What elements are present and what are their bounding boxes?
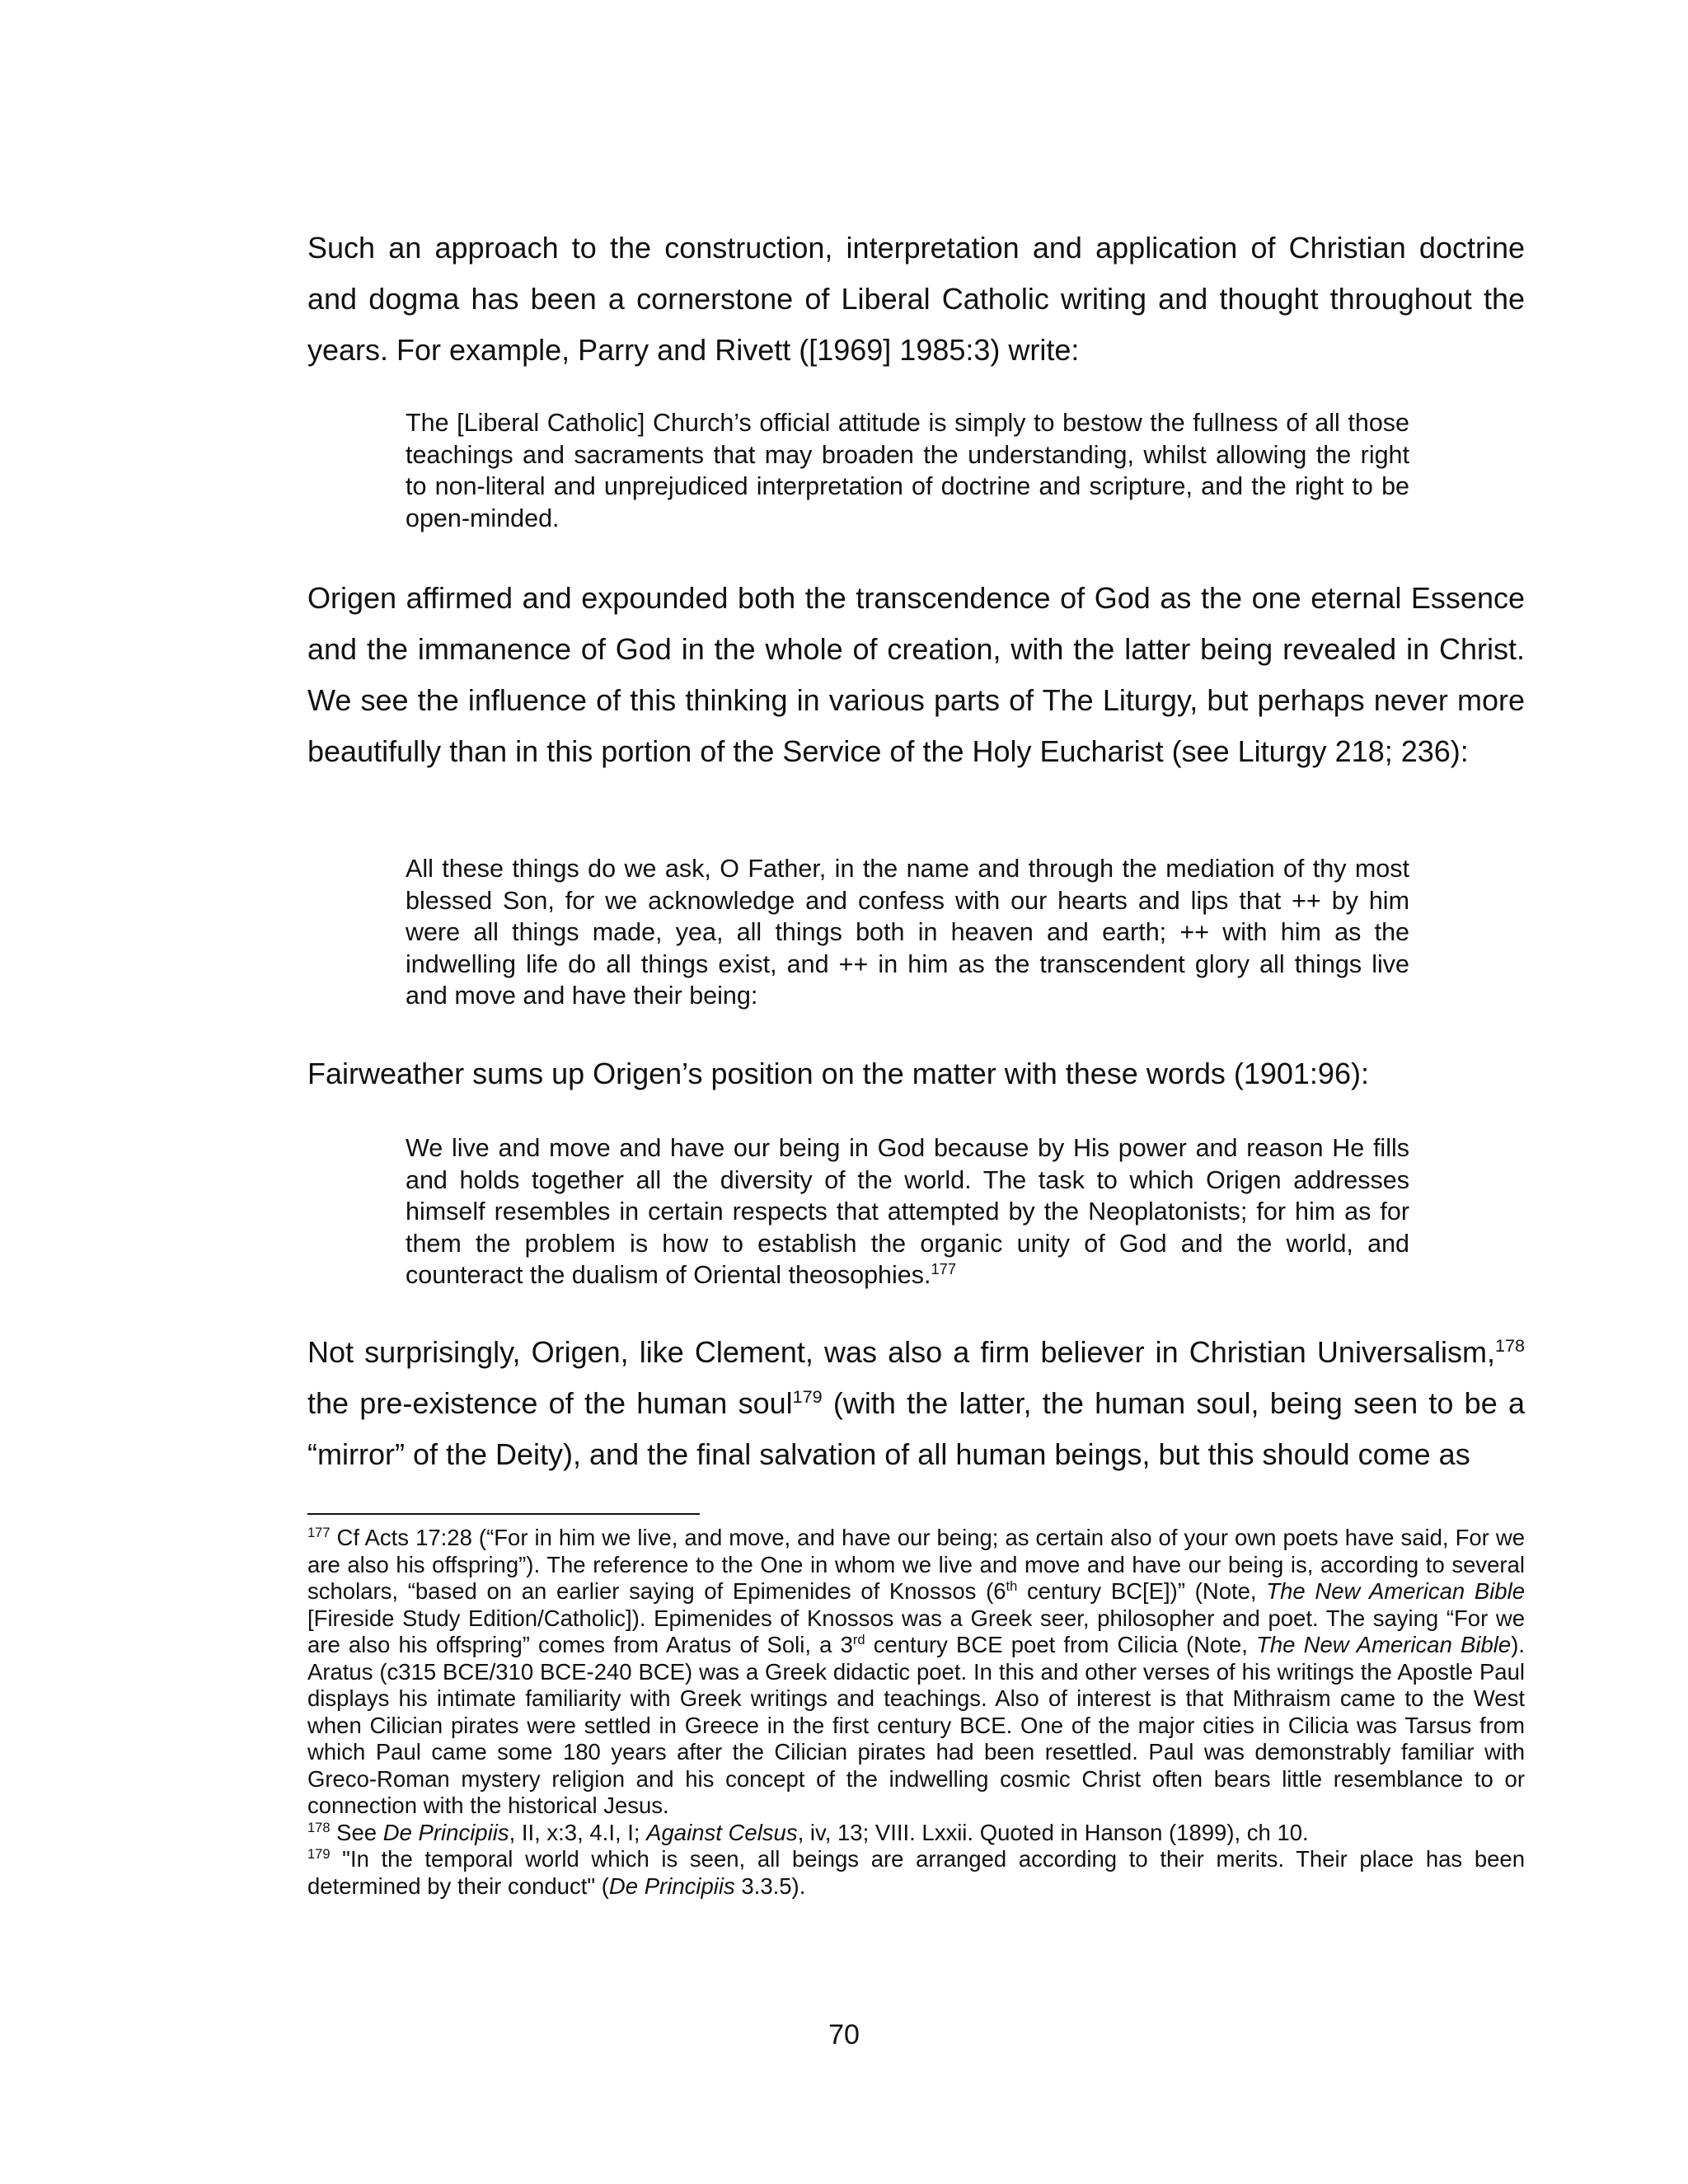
footnote-text: , II, x:3, 4.I, I;: [509, 1819, 647, 1845]
paragraph-text-part: the pre-existence of the human soul: [307, 1386, 793, 1420]
footnote-text: "In the temporal world which is seen, all beings are arranged according to their merits. Their place has been determined by their conduct" (: [307, 1846, 1525, 1899]
footnote-text: ). Aratus (c315 BCE/310 BCE-240 BCE) was a Greek didactic poet. In this and other verses of his writings the Apostle Paul displays his intimate familiarity with Greek writings and teachings. Also of interest is that Mithraism came to the West when Cilician pirates were settled in Greece in the first century BCE. One of the major cities in Cilicia was Tarsus from which Paul came some 180 years after the Cilician pirates had been resettled. Paul was demonstrably familiar with Greco-Roman mystery religion and his concept of the indwelling cosmic Christ often bears little resemblance to or connection with the historical Jesus.: [307, 1632, 1525, 1818]
block-quote-liturgy: All these things do we ask, O Father, in the name and through the mediation of thy most blessed Son, for we acknowledge and confess with our hearts and lips that ++ by him were all things made, yea, all things both in heaven and earth; ++ with him as the indwelling life do all things exist, and ++ in him as the transcendent glory all things live and move and have their being:: [406, 855, 1409, 1010]
footnote-number: 177: [307, 1525, 331, 1540]
footnote-text: , iv, 13; VIII. Lxxii. Quoted in Hanson (1899), ch 10.: [797, 1819, 1309, 1845]
footnote-text: 3.3.5).: [734, 1872, 806, 1899]
paragraph-text-part: Not surprisingly, Origen, like Clement, was also a firm believer in Christian Universalism,: [307, 1335, 1495, 1369]
footnote-number: 178: [307, 1820, 331, 1835]
footnote-text: century BC[E])” (Note,: [1017, 1578, 1267, 1604]
book-title: The New American Bible: [1256, 1632, 1512, 1657]
book-title: Against Celsus: [646, 1819, 798, 1845]
footnote-179: [307, 1846, 1525, 1900]
book-title: De Principiis: [382, 1819, 509, 1845]
footnote-text: See: [330, 1819, 383, 1845]
footnote-177: [307, 1525, 1525, 1820]
book-title: De Principiis: [608, 1872, 735, 1899]
footnote-text: century BCE poet from Cilicia (Note,: [865, 1632, 1257, 1657]
page-number: 70: [828, 2019, 860, 2050]
footnote-separator: [307, 1513, 700, 1515]
footnote-ref-179: 179: [792, 1386, 823, 1407]
footnote-ref-177: 177: [931, 1259, 956, 1277]
book-title: The New American Bible: [1266, 1578, 1525, 1604]
body-paragraph-4: [307, 1327, 1525, 1480]
quote-text: We live and move and have our being in God because by His power and reason He fills and holds together all the diversity of the world. The task to which Origen addresses himself resembles in certain respects that attempted by the Neoplatonists; for him as for them the problem is how to establish the organic unity of God and the world, and counteract the dualism of Oriental theosophies.: [406, 1134, 1409, 1289]
footnote-178: [307, 1820, 1525, 1847]
body-paragraph-2: Origen affirmed and expounded both the transcendence of God as the one eternal Essence and the immanence of God in the whole of creation, with the latter being revealed in Christ. We see the influence of this thinking in various parts of The Liturgy, but perhaps never more beautifully than in this portion of the Service of the Holy Eucharist (see Liturgy 218; 236):: [307, 581, 1525, 768]
footnote-text: Cf Acts 17:28 (“For in him we live, and move, and have our being; as certain also of your own poets have said, For we are also his offspring”). The reference to the One in whom we live and move and have our being is, according to several scholars, “based on an earlier saying of Epimenides of Knossos (6: [307, 1525, 1525, 1604]
footnote-number: 179: [307, 1846, 331, 1862]
footnote-text: [Fireside Study Edition/Catholic]). Epimenides of Knossos was a Greek seer, philosopher and poet. The saying “For we are also his offspring” comes from Aratus of Soli, a 3: [307, 1605, 1525, 1657]
paragraph-text-part: (with the latter, the human soul, being seen to be a “mirror” of the Deity), and the final salvation of all human beings, but this should come as: [307, 1386, 1525, 1471]
body-paragraph-1: Such an approach to the construction, interpretation and application of Christian doctrine and dogma has been a cornerstone of Liberal Catholic writing and thought throughout the years. For example, Parry and Rivett ([1969] 1985:3) write:: [307, 231, 1525, 367]
footnotes: [307, 1525, 1525, 1900]
block-quote-parry-rivett: The [Liberal Catholic] Church’s official attitude is simply to bestow the fullness of all those teachings and sacraments that may broaden the understanding, whilst allowing the right to non-literal and unprejudiced interpretation of doctrine and scripture, and the right to be open-minded.: [406, 409, 1409, 532]
ordinal-suffix: th: [1006, 1578, 1018, 1594]
ordinal-suffix: rd: [852, 1632, 865, 1647]
footnote-ref-178: 178: [1494, 1335, 1525, 1356]
block-quote-fairweather: [406, 1132, 1409, 1291]
body-paragraph-3: Fairweather sums up Origen’s position on the matter with these words (1901:96):: [307, 1057, 1369, 1090]
